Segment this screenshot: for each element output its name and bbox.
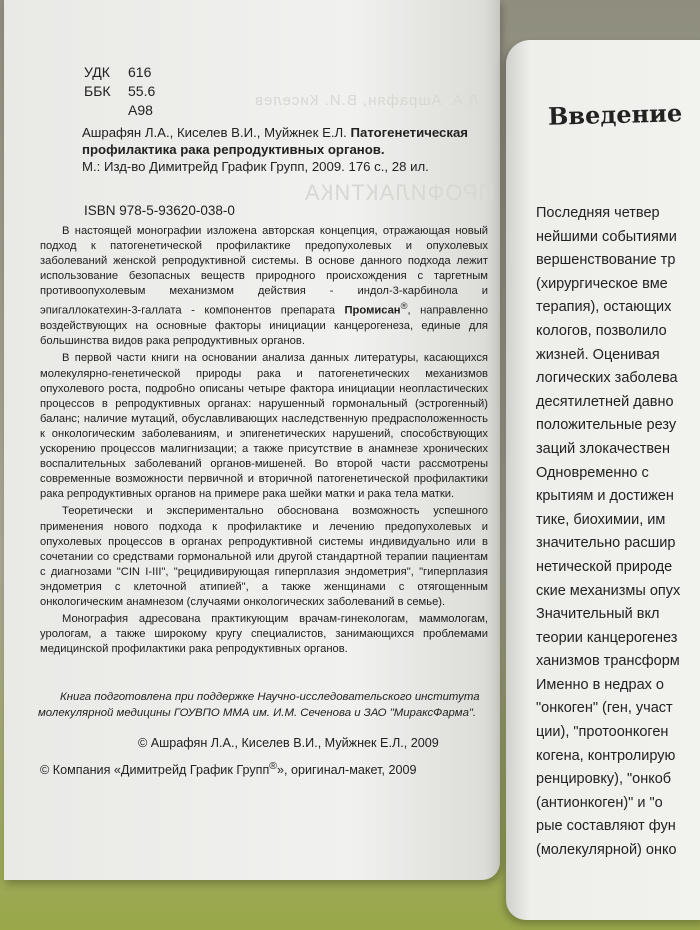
right-page-line: ханизмов трансформ [536,653,680,670]
right-page-line: ции), "протоонкоген [536,724,669,741]
bleed-through-text: ПРОФИЛАКТИКА [304,180,495,205]
copyright-company [40,760,416,777]
citation-title: Патогенетическая профилактика рака репродуктивных органов. [82,125,468,157]
right-page-line: тике, биохимии, им [536,511,666,528]
right-page-line: логических заболева [536,370,678,387]
bbk-label: ББК [84,83,111,99]
chapter-heading: Введение [547,98,683,131]
udk-value: 616 [128,64,152,80]
abstract-text: В настоящей монографии изложена авторская концепция, отражающая новый подход к патогенетической профилактике предопухолевых и опухолевых заболеваний женской репродуктивной системы. В основе данного подхода лежит использование безопасных веществ природного происхождения с таргетным противоопухолевым механизмом действия - индол-3-карбинола и эпигаллокатехин-3-галлата - компонентов препарата [40,225,488,318]
right-page-line: (антионкоген)" и "о [536,794,663,811]
copyright-authors: © Ашрафян Л.А., Киселев В.И., Муйжнек Е.Л., 2009 [138,736,439,750]
right-page-line: "онкоген" (ген, участ [536,700,673,717]
product-name: Промисан [344,305,401,318]
abstract-paragraph: В первой части книги на основании анализа данных литературы, касающихся молекулярно-генетической природы рака и патогенетических механизмов опухолевого роста, подробно описаны четыре фактора инициации неопластических процессов в репродуктивных органах: нарушенный гормональный (эстрогенный) баланс; наличие мутаций, обуславливающих наследственную предрасположенность к онкологическим заболеваниям, и эпигенетических нарушений, способствующих ускорению процессов малигнизации; а также присутствие в анамнезе хронических воспалительных заболеваний органов-мишеней. Во второй части рассмотрены современные возможности первичной и вторичной патогенетической профилактики рака репродуктивных органов на примере рака шейки матки и рака тела матки. [40,352,488,501]
right-page-line: крытиям и достижен [536,488,674,505]
left-page [4,0,500,880]
abstract-text: , направленно воздействующих на основные факторы инициации канцерогенеза, единые для большинства видов рака репродуктивных органов. [40,305,488,348]
bbk-value: 55.6 [128,83,156,99]
udk-row [84,64,151,80]
registered-mark: ® [269,760,278,772]
right-page-line: жизней. Оценивая [536,346,660,363]
abstract-paragraph: Теоретически и экспериментально обоснована возможность успешного применения нового подхода к профилактике и лечению предопухолевых и опухолевых процессов в органах репродуктивной системы индивидуально или в сочетании со средствами гормональной или другой стандартной терапии пациентам с диагнозами "CIN I-III", "рецидивирующая гиперплазия эндометрия", "гиперплазия эндометрия с клеточной атипией", а также женщинами с отягощенным онкологическим анамнезом (случаями онкологических заболеваний в семье). [40,505,488,608]
right-page-line: Именно в недрах о [536,676,664,693]
isbn: ISBN 978-5-93620-038-0 [84,203,235,218]
right-page-text [536,202,700,863]
copyright-company-text: », оригинал-макет, 2009 [277,763,417,778]
right-page-line: вершенствование тр [536,252,676,269]
right-page-line: заций злокачествен [536,440,670,457]
right-page-line: десятилетней давно [536,393,674,410]
right-page-line: нетической природе [536,558,673,575]
udk-label: УДК [84,64,110,80]
citation-publisher: М.: Изд-во Димитрейд График Групп, 2009. 176 с., 28 ил. [82,159,429,174]
right-page-line: (молекулярной) онко [536,842,677,859]
right-page-line: положительные резу [536,417,677,434]
abstract-paragraph: Монография адресована практикующим врачам-гинекологам, маммологам, урологам, а также широкому кругу специалистов, занимающихся проблемами медицинской профилактики рака репродуктивных органов. [40,613,488,656]
right-page-line: когена, контролирую [536,747,676,764]
right-page-line: теории канцерогенез [536,629,678,646]
registered-mark: ® [400,301,408,312]
right-page-line: кологов, позволило [536,322,667,339]
citation-authors: Ашрафян Л.А., Киселев В.И., Муйжнек Е.Л. [82,125,347,140]
abstract-paragraph [40,224,488,349]
right-page-line: (хирургическое вме [536,275,668,292]
right-page-line: терапия), остающих [536,299,672,316]
author-code: А98 [128,102,153,118]
right-page-line: нейшими событиями [536,228,677,245]
bibliographic-citation [82,124,492,175]
right-page-line: Одновременно с [536,464,649,481]
right-page-line: ские механизмы опух [536,582,681,599]
support-note: Книга подготовлена при поддержке Научно-исследовательского института молекулярной медицины ГОУВПО ММА им. И.М. Сеченова и ЗАО "МираксФарма". [38,691,480,719]
right-page [506,40,700,920]
copyright-company-text: © Компания «Димитрейд График Групп [40,763,270,778]
abstract [40,224,488,659]
right-page-line: рые составляют фун [536,818,676,835]
right-page-line: Последняя четвер [536,205,660,221]
right-page-line: ренцировку), "онкоб [536,771,672,788]
bbk-row [84,83,155,99]
right-page-line: Значительный вкл [536,606,660,623]
right-page-line: значительно расшир [536,535,676,552]
bleed-through-text: Л.А. Ашрафян, В.И. Киселев [254,92,479,109]
